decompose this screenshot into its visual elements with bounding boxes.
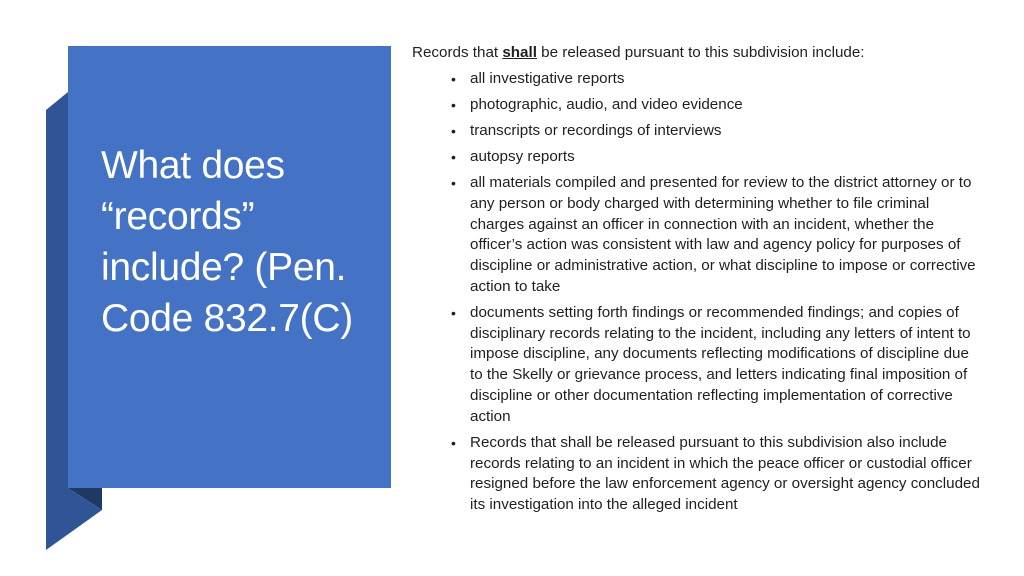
bullet-text: documents setting forth findings or recommended findings; and copies of disciplinary records relating to the incident, including any letters of intent to impose discipline, any documents reflecting modifications of discipline due to the Skelly or grievance process, and letters indicating final imposition of discipline or other documentation reflecting implementation of corrective action (470, 303, 971, 425)
bullet-icon: • (451, 304, 456, 321)
bullet-text: photographic, audio, and video evidence (470, 95, 743, 113)
bullet-item (412, 433, 982, 516)
bullet-icon: • (451, 96, 456, 113)
bullet-item (412, 173, 982, 298)
bullet-icon: • (451, 174, 456, 191)
bullet-text: transcripts or recordings of interviews (470, 121, 722, 139)
bullet-item (412, 69, 982, 90)
bullet-text: Records that shall be released pursuant to this subdivision also include records relating to an incident in which the peace officer or custodial officer resigned before the law enforcement agency or oversight agency concluded its investigation into the alleged incident (470, 433, 980, 514)
intro-emphasis: shall (502, 44, 537, 61)
intro-text (412, 43, 1012, 64)
intro-after: be released pursuant to this subdivision include: (536, 44, 865, 61)
slide-title: What does “records” include? (Pen. Code 832.7(C) (101, 144, 353, 340)
bullet-icon: • (451, 70, 456, 87)
bullet-icon: • (451, 148, 456, 165)
bullet-item (412, 147, 982, 168)
bullet-list (412, 69, 1012, 516)
intro-before: Records that (412, 44, 503, 61)
bullet-icon: • (451, 122, 456, 139)
bullet-item (412, 303, 982, 428)
bullet-text: all materials compiled and presented for review to the district attorney or to any person or body charged with determining whether to file criminal charges against an officer in connection with an incident, whether the officer’s action was consistent with law and agency policy for purposes of discipline or administrative action, or what discipline to impose or corrective action to take (470, 173, 976, 295)
content-area (412, 43, 1012, 521)
bullet-item (412, 121, 982, 142)
bullet-icon: • (451, 434, 456, 451)
bullet-text: all investigative reports (470, 69, 625, 87)
bullet-text: autopsy reports (470, 147, 575, 165)
bullet-item (412, 95, 982, 116)
